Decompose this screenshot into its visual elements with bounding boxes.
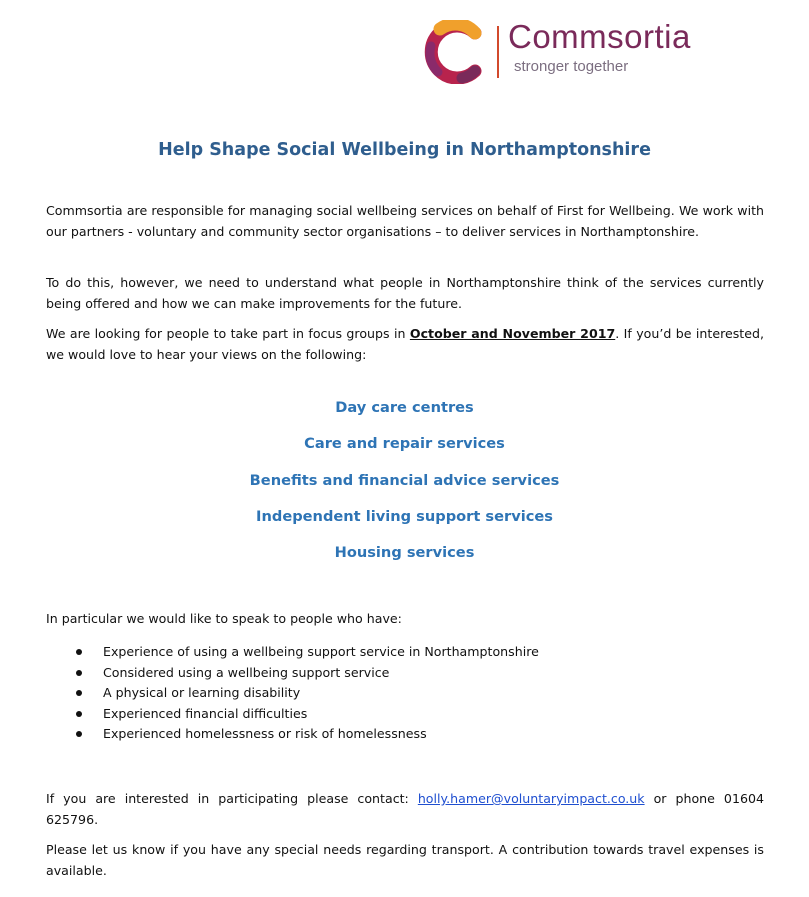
bullet-icon — [76, 649, 82, 655]
page-title: Help Shape Social Wellbeing in Northamptonshire — [158, 140, 651, 160]
logo-tagline: stronger together — [514, 58, 629, 75]
intro-paragraph-3 — [46, 323, 764, 365]
services-list — [0, 396, 809, 577]
service-item: Care and repair services — [304, 435, 505, 453]
intro-paragraph-3-start: We are looking for people to take part in focus groups in — [46, 326, 410, 341]
criteria-text: Experience of using a wellbeing support service in Northamptonshire — [103, 644, 539, 659]
logo-divider — [497, 26, 499, 78]
bullet-icon — [76, 670, 82, 676]
service-item: Independent living support services — [256, 507, 553, 525]
transport-note: Please let us know if you have any special needs regarding transport. A contribution towards travel expenses is available. — [46, 842, 764, 878]
criteria-text: Experienced homelessness or risk of homelessness — [103, 726, 427, 741]
bullet-icon — [76, 690, 82, 696]
intro-paragraph-3-end: . If you’d be interested, we would love to hear your views on the following: — [46, 326, 764, 362]
contact-email-link[interactable]: holly.hamer@voluntaryimpact.co.uk — [417, 791, 645, 806]
intro-paragraph-2: To do this, however, we need to understand what people in Northamptonshire think of the services currently being offered and how we can make improvements for the future. — [46, 275, 764, 311]
focus-group-dates: October and November 2017 — [409, 326, 616, 341]
service-item: Benefits and financial advice services — [249, 471, 560, 489]
commsortia-logo — [418, 20, 758, 84]
bullet-icon — [76, 731, 82, 737]
criteria-item — [46, 683, 539, 704]
criteria-item — [46, 704, 539, 725]
intro-paragraph-1: Commsortia are responsible for managing social wellbeing services on behalf of First for Wellbeing. We work with our partners - voluntary and community sector organisations – to deliver services in Northamptonshire. — [46, 203, 764, 239]
contact-text-start: If you are interested in participating please contact: — [46, 791, 418, 806]
service-item: Day care centres — [335, 399, 474, 416]
criteria-item — [46, 663, 539, 684]
criteria-item — [46, 642, 539, 663]
logo-name: Commsortia — [508, 18, 691, 55]
criteria-text: Experienced financial difficulties — [103, 705, 308, 721]
particular-intro: In particular we would like to speak to people who have: — [46, 611, 402, 626]
criteria-text: Considered using a wellbeing support service — [103, 664, 390, 680]
commsortia-c-mark-icon — [418, 20, 494, 84]
criteria-item — [46, 724, 539, 745]
service-item: Housing services — [334, 544, 475, 562]
contact-text-end: or phone 01604 625796. — [46, 791, 764, 827]
contact-paragraph — [46, 788, 764, 830]
criteria-text: A physical or learning disability — [103, 685, 301, 700]
criteria-list — [46, 642, 539, 745]
bullet-icon — [76, 711, 82, 717]
